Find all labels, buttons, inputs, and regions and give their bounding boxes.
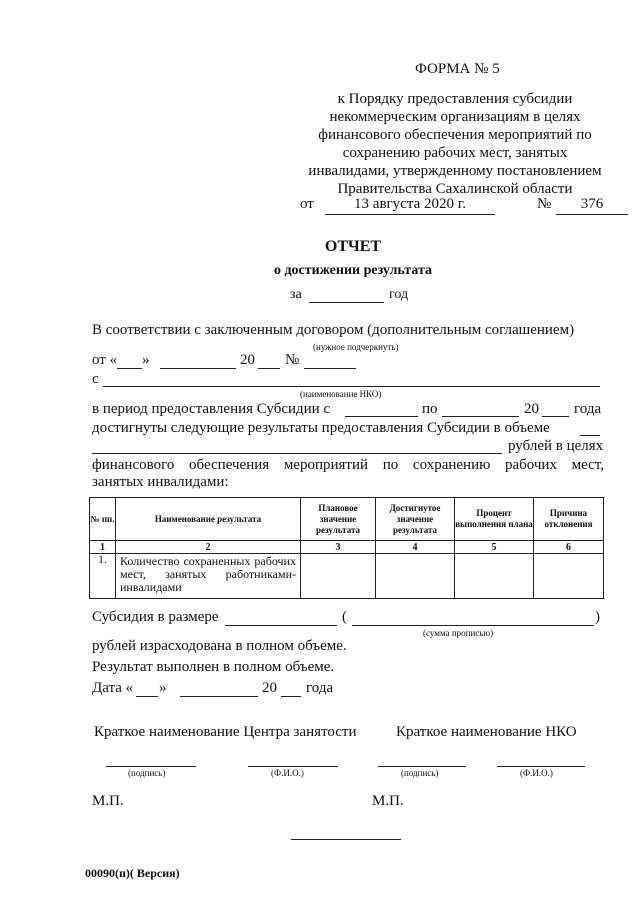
header-fact: Достигнутое значение результата	[376, 498, 455, 541]
order-num-label: №	[537, 196, 552, 212]
stamp-place-center: М.П.	[92, 793, 124, 809]
order-from-label: от	[300, 196, 314, 212]
table-colnum-row	[90, 541, 604, 554]
colnum: 6	[534, 541, 604, 554]
header-plan: Плановое значение результата	[301, 498, 376, 541]
header-reason: Причина отклонения	[534, 498, 604, 541]
subsidy-label: Субсидия в размере	[92, 609, 219, 625]
header-name: Наименование результата	[116, 498, 301, 541]
preamble	[290, 90, 620, 198]
report-title: ОТЧЕТ	[324, 238, 382, 255]
hint-underline: (нужное подчеркнуть)	[313, 342, 399, 352]
center-fio-hint: (Ф.И.О.)	[271, 768, 304, 778]
header-num: № пп.	[90, 498, 116, 541]
date-year-blank	[281, 696, 301, 697]
period-suffix: год	[389, 287, 409, 302]
paren-open: (	[342, 609, 347, 625]
preamble-line: сохранению рабочих мест, занятых	[342, 145, 568, 161]
rub-aims: рублей в целях	[508, 438, 604, 454]
row-name: Количество сохраненных рабочих мест, занятых работниками-инвалидами	[116, 554, 301, 599]
order-number: 376	[556, 196, 628, 215]
hint-sum: (сумма прописью)	[423, 628, 494, 638]
date-open: Дата «	[92, 680, 134, 696]
row-plan	[301, 554, 376, 599]
date-suffix: года	[306, 680, 334, 696]
with-label: с	[92, 371, 99, 387]
colnum: 4	[376, 541, 455, 554]
date-year: 20	[262, 680, 277, 696]
done-line: Результат выполнен в полном объеме.	[92, 659, 335, 675]
disabled-line: занятых инвалидами:	[92, 474, 229, 490]
period-from-blank	[345, 416, 418, 417]
paren-close: )	[595, 609, 600, 625]
year-20: 20	[240, 352, 255, 368]
nko-sig-hint: (подпись)	[401, 768, 439, 778]
nko-fio-hint: (Ф.И.О.)	[520, 768, 553, 778]
preamble-line: финансового обеспечения мероприятий по	[318, 127, 592, 143]
financing-line: финансового обеспечения мероприятий по сохранению рабочих мест,	[92, 457, 604, 473]
period-to-blank	[442, 416, 519, 417]
spent-line: рублей израсходована в полном объеме.	[92, 638, 347, 654]
date-close: »	[159, 680, 167, 696]
row-fact	[376, 554, 455, 599]
table-header-row	[90, 498, 604, 541]
day-blank	[117, 368, 142, 369]
row-num: 1.	[90, 554, 116, 599]
year-blank	[258, 368, 280, 369]
bottom-line	[291, 839, 401, 840]
period-year-blank	[542, 416, 569, 417]
period-text-b: по	[422, 401, 438, 417]
date-month-blank	[180, 696, 258, 697]
period-text-d: года	[574, 401, 602, 417]
amount-blank-a	[580, 435, 600, 436]
center-signature-line	[106, 766, 196, 767]
month-blank	[160, 368, 236, 369]
num-sign: №	[285, 352, 300, 368]
center-sig-hint: (подпись)	[128, 768, 166, 778]
results-table	[89, 497, 604, 599]
form-title: ФОРМА № 5	[415, 61, 500, 77]
colnum: 1	[90, 541, 116, 554]
number-blank	[304, 368, 356, 369]
period-text-a: в период предоставления Субсидии с	[92, 401, 331, 417]
stamp-place-nko: М.П.	[372, 793, 404, 809]
amount-blank-b	[92, 453, 502, 454]
colnum: 3	[301, 541, 376, 554]
row-percent	[455, 554, 534, 599]
center-fio-line	[248, 766, 338, 767]
colnum: 5	[455, 541, 534, 554]
nko-blank	[103, 386, 600, 387]
from-quote-open: от «	[92, 352, 118, 368]
header-percent: Процент выполнения плана	[455, 498, 534, 541]
period-prefix: за	[290, 287, 302, 302]
date-day-blank	[136, 696, 158, 697]
subsidy-amount-blank	[225, 625, 337, 626]
colnum: 2	[116, 541, 301, 554]
preamble-line: Правительства Сахалинской области	[337, 181, 573, 197]
nko-fio-line	[497, 766, 585, 767]
center-name: Краткое наименование Центра занятости	[94, 724, 357, 740]
period-blank	[309, 302, 384, 303]
nko-signature-line	[378, 766, 466, 767]
nko-name: Краткое наименование НКО	[396, 724, 577, 740]
version-code: 00090(п)( Версия)	[85, 866, 180, 880]
subsidy-words-blank	[352, 625, 594, 626]
hint-nko: (наименование НКО)	[300, 389, 382, 399]
row-reason	[534, 554, 604, 599]
achieved-line: достигнуты следующие результаты предоставления Субсидии в объеме	[92, 420, 550, 436]
preamble-line: инвалидами, утвержденному постановлением	[308, 163, 602, 179]
preamble-line: некоммерческим организациям в целях	[329, 109, 581, 125]
preamble-line: к Порядку предоставления субсидии	[337, 91, 573, 107]
agreement-line: В соответствии с заключенным договором (дополнительным соглашением)	[92, 322, 575, 338]
from-quote-close: »	[142, 352, 150, 368]
period-text-c: 20	[524, 401, 539, 417]
table-row	[90, 554, 604, 599]
order-date: 13 августа 2020 г.	[325, 196, 495, 215]
report-subtitle: о достижении результата	[273, 263, 433, 278]
